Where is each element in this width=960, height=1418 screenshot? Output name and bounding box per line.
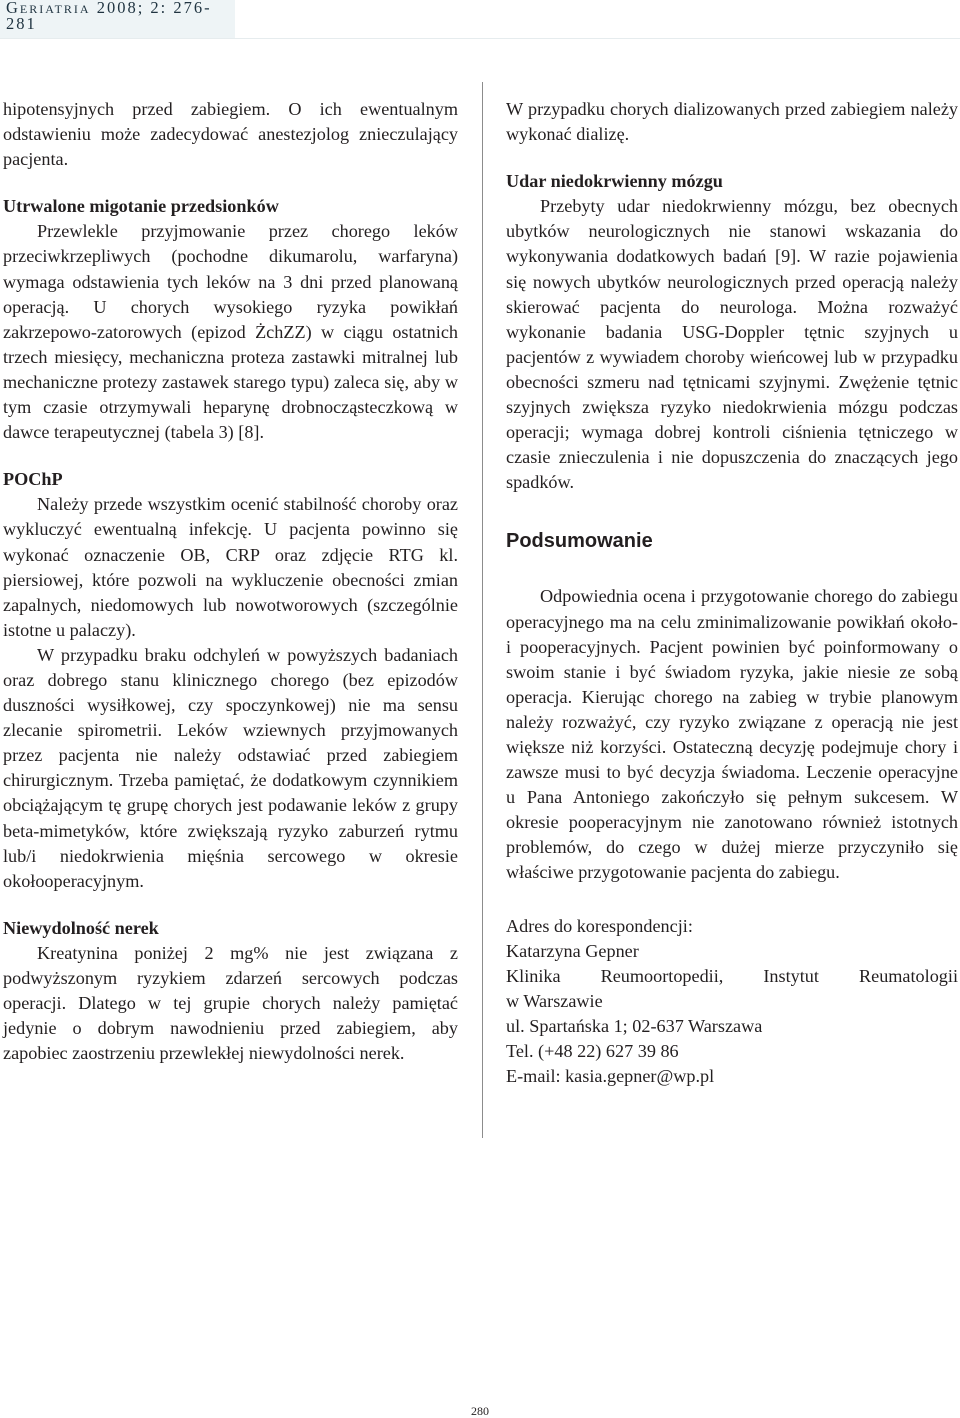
address-street: ul. Spartańska 1; 02-637 Warszawa	[506, 1015, 763, 1036]
paragraph-intro: hipotensyjnych przed zabiegiem. O ich ewentualnym odstawieniu może zadecydować anestezjolog znieczulający pacjenta.	[3, 99, 458, 170]
correspondence-address	[506, 914, 958, 1090]
address-institution-line2: w Warszawie	[506, 990, 603, 1011]
page-number: 280	[471, 1404, 489, 1418]
left-column	[3, 97, 458, 1066]
paragraph-stroke: Przebyty udar niedokrwienny mózgu, bez obecnych ubytków neurologicznych nie stanowi wskazania do wykonywania dodatkowych badań [9]. W razie pojawienia się nowych ubytków neurologicznych przed operacją należy skierować pacjenta do neurologa. Można rozważyć wykonanie badania USG-Doppler tętnic szyjnych u pacjentów z wywiadem choroby wieńcowej lub w przypadku obecności szmeru nad tętnicami szyjnymi. Zwężenie tętnic szyjnych zwiększa ryzyko niedokrwienia mózgu podczas operacji; wymaga dobrej kontroli ciśnienia tętniczego w czasie znieczulenia i nie dopuszczenia do znaczących jego spadków.	[506, 196, 958, 493]
paragraph-pochp-2: W przypadku braku odchyleń w powyższych badaniach oraz dobrego stanu klinicznego chorego (bez epizodów duszności wysiłkowej, czy spoczynkowej) nie ma sensu zlecanie spirometrii. Leków wziewnych przyjmowanych przez pacjenta nie należy odstawiać przed zabiegiem chirurgicznym. Trzeba pamiętać, że dodatkowym czynnikiem obciążającym tę grupę chorych jest podawanie leków z grupy beta-mimetyków, które zwiększają ryzyko zaburzeń rytmu lub/i niedokrwienia mięśnia sercowego w okresie okołooperacyjnym.	[3, 644, 458, 891]
heading-pochp: POChP	[3, 469, 63, 490]
journal-citation: Geriatria 2008; 2: 276-281	[6, 0, 212, 33]
column-divider	[482, 82, 483, 1138]
heading-atrial-fibrillation: Utrwalone migotanie przedsionków	[3, 196, 279, 217]
paragraph-dialysis: W przypadku chorych dializowanych przed zabiegiem należy wykonać dializę.	[506, 99, 958, 145]
address-name: Katarzyna Gepner	[506, 940, 639, 961]
paragraph-summary: Odpowiednia ocena i przygotowanie chorego do zabiegu operacyjnego ma na celu zminimalizowanie powikłań około- i pooperacyjnych. Pacjent powinien być poinformowany o swoim stanie i być świadom ryzyka, jakie niesie ze sobą operacja. Kierując chorego na zabieg w trybie planowym należy rozważyć, czy ryzyko związane z operacją nie jest większe niż korzyści. Ostateczną decyzję podejmuje chory i zawsze musi to być decyzja świadoma. Leczenie operacyjne u Pana Antoniego zakończyło się pełnym sukcesem. W okresie pooperacyjnym nie zanotowano również istotnych problemów, do czego w dużej mierze przyczyniło się właściwe przygotowanie pacjenta do zabiegu.	[506, 586, 958, 883]
paragraph-kidney-failure: Kreatynina poniżej 2 mg% nie jest związana z podwyższonym ryzykiem zdarzeń sercowych podczas operacji. Dlatego w tej grupie chorych należy pamiętać jedynie o dobrym nawodnieniu przed zabiegiem, aby zapobiec zaostrzeniu przewlekłej niewydolności nerek.	[3, 942, 458, 1064]
heading-summary: Podsumowanie	[506, 530, 653, 553]
address-email: E-mail: kasia.gepner@wp.pl	[506, 1066, 715, 1087]
heading-kidney-failure: Niewydolność nerek	[3, 917, 159, 938]
paragraph-pochp-1: Należy przede wszystkim ocenić stabilność choroby oraz wykluczyć ewentualną infekcję. U pacjenta powinno się wykonać oznaczenie OB, CRP oraz zdjęcie RTG kl. piersiowej, które pozwoli na wykluczenie obecności zmian zapalnych, niedomowych lub nowotworowych (szczególnie istotne u palaczy).	[3, 494, 458, 640]
address-label: Adres do korespondencji:	[506, 915, 693, 936]
address-institution-line1: Klinika Reumoortopedii, Instytut Reumatologii	[506, 965, 958, 986]
journal-header	[0, 0, 235, 38]
paragraph-atrial-fibrillation: Przewlekle przyjmowanie przez chorego leków przeciwkrzepliwych (pochodne dikumarolu, warfaryna) wymaga odstawienia tych leków na 3 dni przed planowaną operacją. U chorych wysokiego ryzyka powikłań zakrzepowo-zatorowych (epizod ŻchZZ) w ciągu ostatnich trzech miesięcy, mechaniczna proteza zastawki mitralnej lub mechaniczne protezy zastawek starego typu) zaleca się, aby w tym czasie otrzymywali heparynę drobnocząsteczkową w dawce terapeutycznej (tabela 3) [8].	[3, 221, 458, 443]
right-column	[506, 97, 958, 1089]
header-rule	[0, 38, 960, 39]
spacer	[506, 886, 958, 914]
address-phone: Tel. (+48 22) 627 39 86	[506, 1041, 679, 1061]
heading-stroke: Udar niedokrwienny mózgu	[506, 171, 723, 192]
